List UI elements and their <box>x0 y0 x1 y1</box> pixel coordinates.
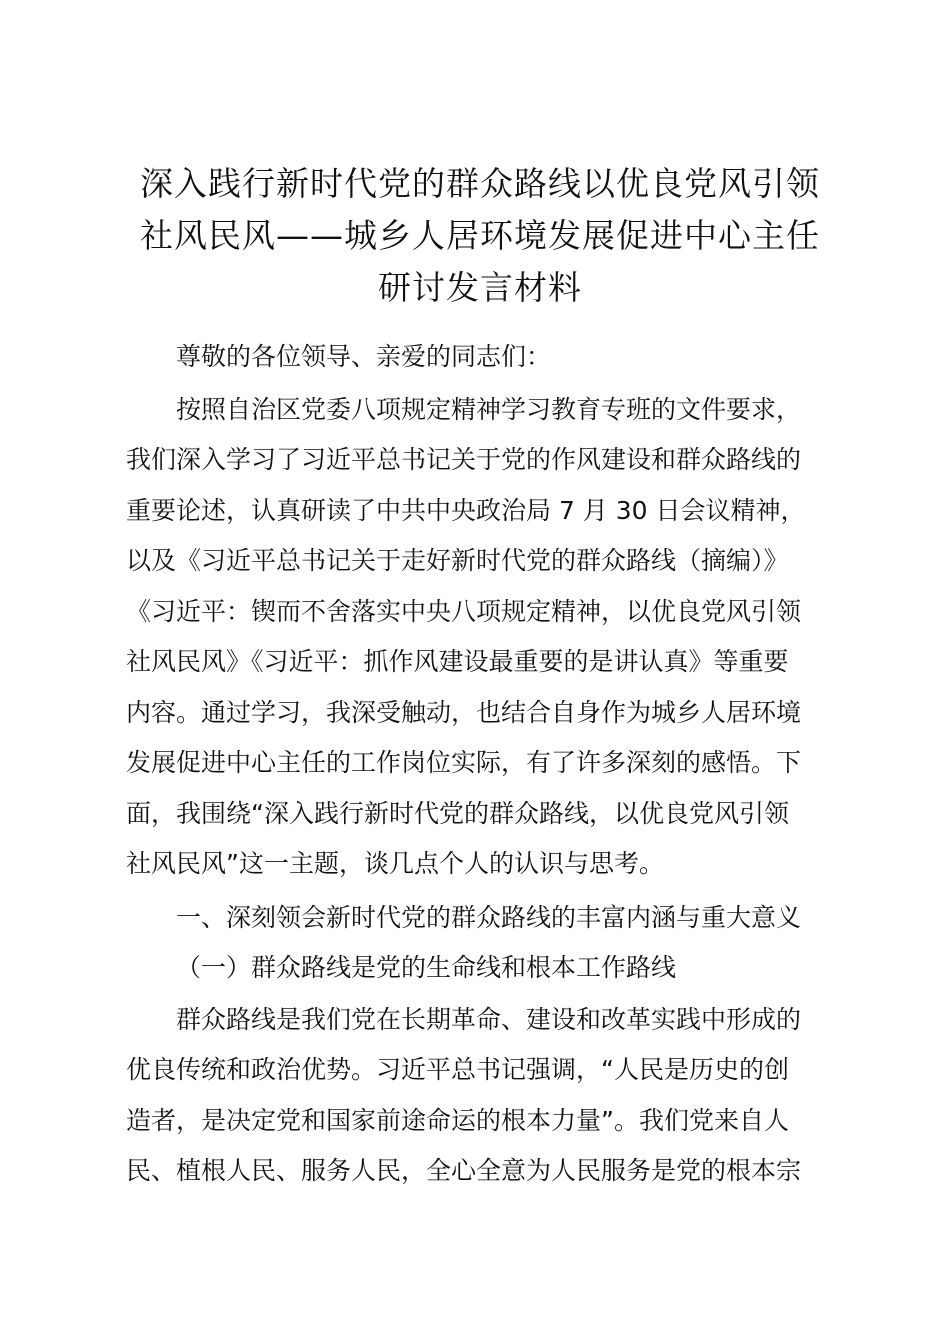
paragraph-2 <box>126 995 836 1197</box>
paragraph-2-line: 优良传统和政治优势。习近平总书记强调，“人民是历史的创 <box>126 1055 789 1084</box>
paragraph-1 <box>126 385 836 890</box>
paragraph-1-line: 社风民风》《习近平：抓作风建设最重要的是讲认真》等重要 <box>126 647 789 676</box>
paragraph-2-line: 群众路线是我们党在长期革命、建设和改革实践中形成的 <box>176 1004 802 1034</box>
paragraph-1-line: 社风民风”这一主题，谈几点个人的认识与思考。 <box>126 849 664 878</box>
paragraph-1-line: 我们深入学习了习近平总书记关于党的作风建设和群众路线的 <box>126 445 802 474</box>
document-body <box>126 332 836 1197</box>
subsection-heading-1: （一）群众路线是党的生命线和根本工作路线 <box>176 953 677 982</box>
greeting: 尊敬的各位领导、亲爱的同志们： <box>176 342 552 371</box>
paragraph-1-line: 重要论述，认真研读了中共中央政治局 7 月 30 日会议精神， <box>126 495 806 525</box>
paragraph-2-line: 造者，是决定党和国家前途命运的根本力量”。我们党来自人 <box>126 1105 789 1135</box>
paragraph-1-line: 以及《习近平总书记关于走好新时代党的群众路线（摘编）》 <box>126 546 789 575</box>
section-heading-1: 一、深刻领会新时代党的群众路线的丰富内涵与重大意义 <box>176 902 802 932</box>
title-line-2: 社风民风——城乡人居环境发展促进中心主任 <box>140 216 820 255</box>
paragraph-1-line: 按照自治区党委八项规定精神学习教育专班的文件要求， <box>176 394 802 424</box>
paragraph-1-line: 面，我围绕“深入践行新时代党的群众路线，以优良党风引领 <box>126 798 789 828</box>
paragraph-1-line: 内容。通过学习，我深受触动，也结合自身作为城乡人居环境 <box>126 697 802 727</box>
paragraph-2-line: 民、植根人民、服务人民，全心全意为人民服务是党的根本宗 <box>126 1156 802 1185</box>
document-title <box>118 158 842 314</box>
title-line-3: 研讨发言材料 <box>378 268 582 307</box>
title-line-1: 深入践行新时代党的群众路线以优良党风引领 <box>140 164 820 203</box>
paragraph-1-line: 发展促进中心主任的工作岗位实际，有了许多深刻的感悟。下 <box>126 748 802 777</box>
paragraph-1-line: 《习近平：锲而不舍落实中央八项规定精神，以优良党风引领 <box>126 596 802 626</box>
